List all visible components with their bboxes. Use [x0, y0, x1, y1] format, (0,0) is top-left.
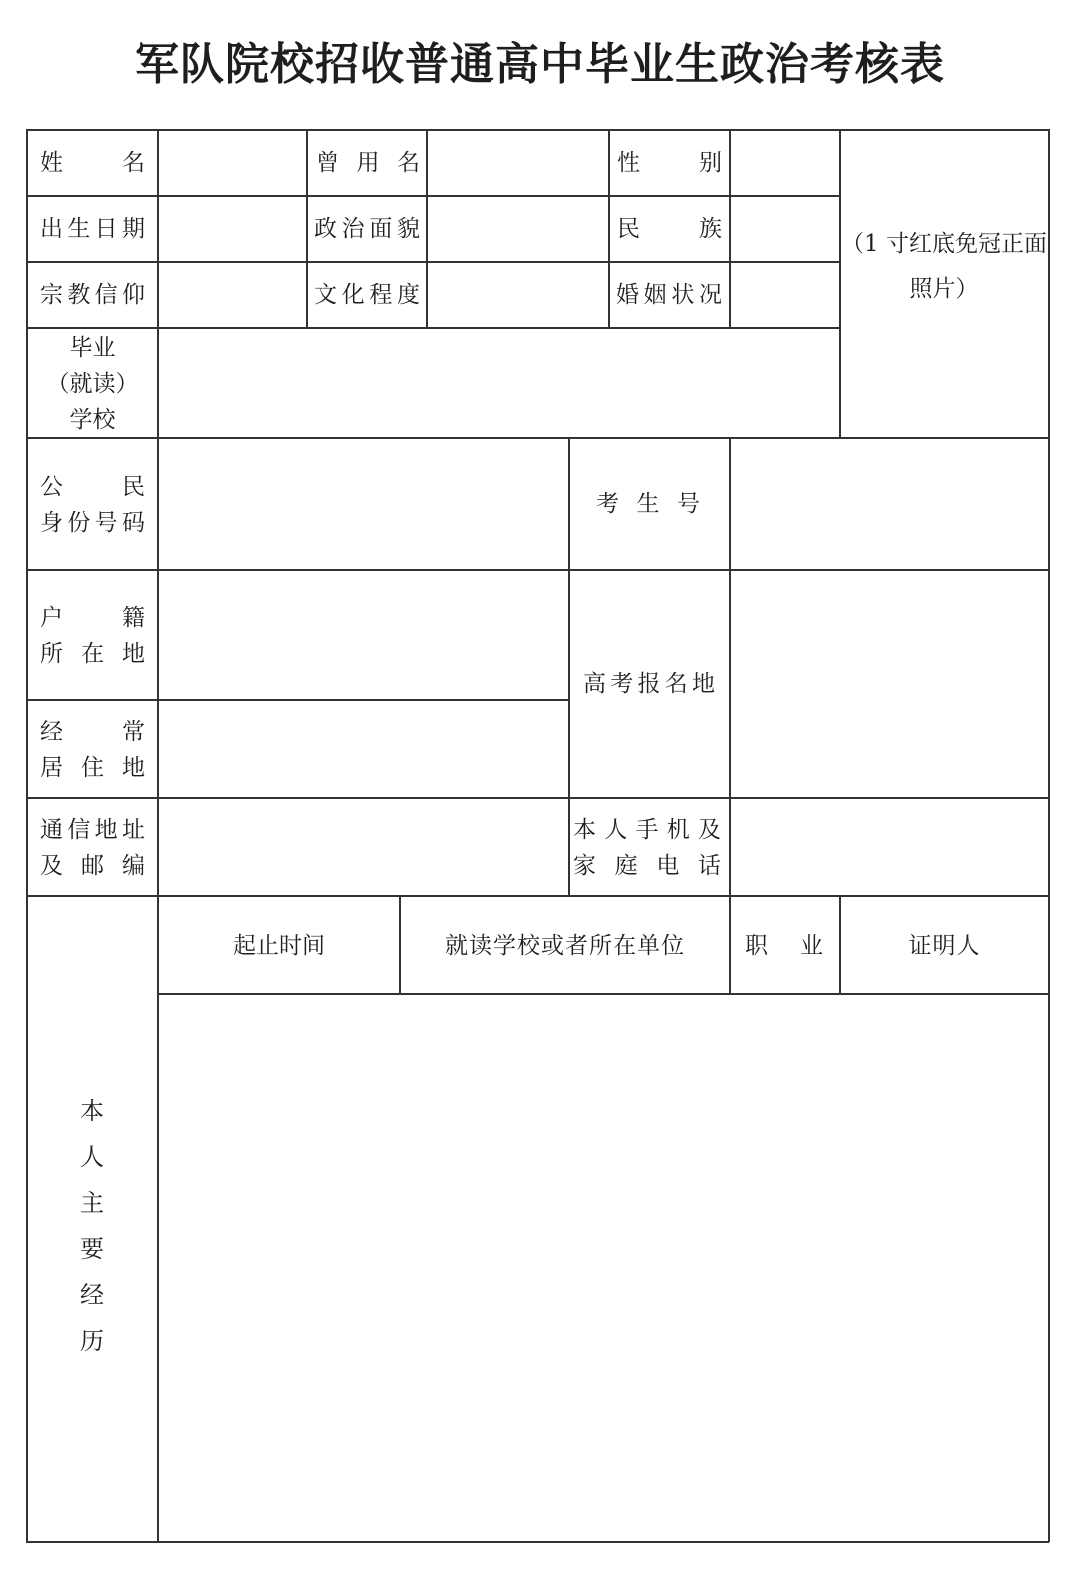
table-line — [26, 895, 1049, 897]
id-number-field[interactable] — [159, 439, 567, 568]
table-line — [26, 1541, 1049, 1543]
table-line — [729, 895, 731, 993]
education-label: 文化程度 — [314, 282, 420, 308]
id-number-label-line2: 身份号码 — [40, 510, 145, 536]
photo-area[interactable] — [841, 131, 1047, 436]
table-line — [306, 129, 308, 327]
political-status-field[interactable] — [428, 197, 607, 260]
residence-label-line1: 经常 — [40, 719, 145, 745]
table-line — [608, 129, 610, 327]
hukou-field[interactable] — [159, 571, 567, 698]
school-label-line2: （就读） — [46, 371, 139, 397]
education-field[interactable] — [428, 263, 607, 326]
birth-date-field[interactable] — [159, 197, 305, 260]
experience-header-witness: 证明人 — [908, 933, 981, 959]
ethnicity-label: 民族 — [617, 216, 722, 242]
name-label: 姓名 — [40, 150, 145, 176]
hukou-label-line1: 户籍 — [40, 605, 145, 631]
address-field[interactable] — [159, 799, 567, 894]
residence-field[interactable] — [159, 701, 567, 796]
photo-placeholder-text: （1 寸红底免冠正面照片） — [841, 231, 1047, 302]
address-label-line1: 通信地址 — [40, 817, 145, 843]
religion-field[interactable] — [159, 263, 305, 326]
table-line — [1048, 129, 1050, 1542]
experience-label: 本人主要经历 — [80, 1097, 104, 1355]
school-label-line1: 毕业 — [69, 335, 116, 361]
marital-status-field[interactable] — [731, 263, 838, 326]
name-field[interactable] — [159, 131, 305, 194]
address-label-line2: 及邮编 — [40, 853, 145, 879]
exam-number-label: 考生号 — [596, 491, 700, 517]
table-line — [568, 437, 570, 895]
marital-status-label: 婚姻状况 — [616, 282, 722, 308]
political-status-label: 政治面貌 — [314, 216, 420, 242]
gender-field[interactable] — [731, 131, 838, 194]
birth-date-label: 出生日期 — [40, 216, 145, 242]
id-number-label-line1: 公民 — [40, 474, 145, 500]
hukou-label-line2: 所在地 — [40, 641, 145, 667]
school-label-line3: 学校 — [69, 407, 116, 433]
exam-place-label: 高考报名地 — [583, 671, 715, 697]
religion-label: 宗教信仰 — [40, 282, 145, 308]
ethnicity-field[interactable] — [731, 197, 838, 260]
exam-place-field[interactable] — [731, 571, 1047, 796]
gender-label: 性别 — [617, 150, 722, 176]
residence-label-line2: 居住地 — [40, 755, 145, 781]
form-title: 军队院校招收普通高中毕业生政治考核表 — [135, 39, 945, 90]
former-name-field[interactable] — [428, 131, 607, 194]
exam-number-field[interactable] — [731, 439, 1047, 568]
experience-header-school: 就读学校或者所在单位 — [445, 933, 685, 959]
phone-label-line1: 本人手机及 — [573, 817, 721, 843]
school-field[interactable] — [159, 329, 838, 436]
former-name-label: 曾用名 — [316, 150, 420, 176]
experience-header-occupation: 职业 — [745, 933, 823, 959]
phone-field[interactable] — [731, 799, 1047, 894]
phone-label-line2: 家庭电话 — [573, 853, 721, 879]
experience-content-area[interactable] — [159, 995, 1047, 1540]
experience-header-period: 起止时间 — [233, 933, 325, 959]
